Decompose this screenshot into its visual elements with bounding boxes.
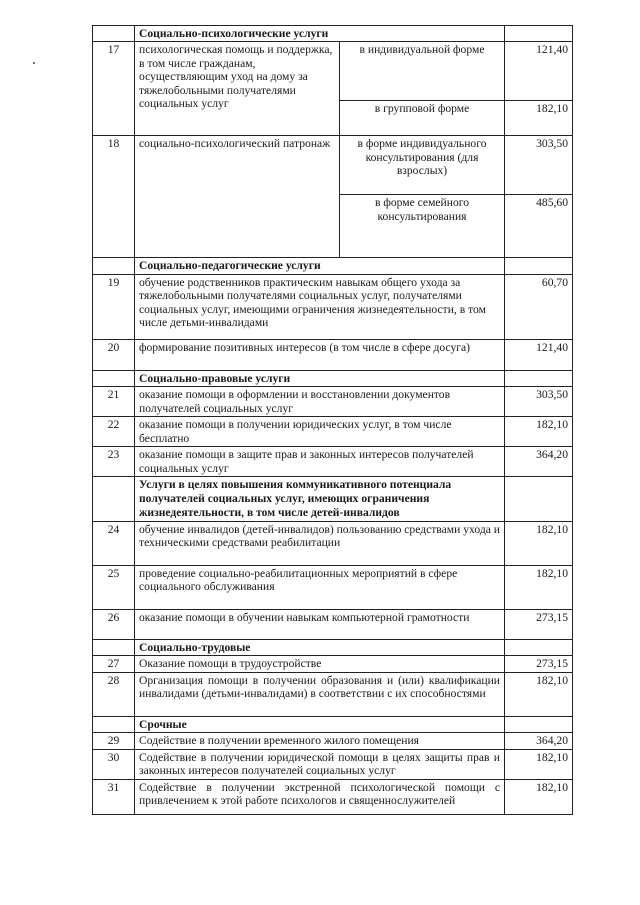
- table-row: [93, 522, 573, 566]
- row-number: 26: [93, 610, 135, 640]
- table-cell: [93, 258, 135, 274]
- section-title-labor: Социально-трудовые: [135, 640, 505, 656]
- service-description: Содействие в получении юридической помощи в целях защиты прав и законных интересов получателей социальных услуг: [135, 749, 505, 779]
- section-row: [93, 258, 573, 274]
- row-number: 22: [93, 417, 135, 447]
- row-number: 20: [93, 339, 135, 370]
- section-title-psych: Социально-психологические услуги: [135, 26, 505, 42]
- row-number: 21: [93, 387, 135, 417]
- table-row: [93, 387, 573, 417]
- services-price-table: [92, 25, 573, 815]
- service-description: оказание помощи в защите прав и законных интересов получателей социальных услуг: [135, 447, 505, 477]
- service-price: 364,20: [505, 447, 573, 477]
- service-description: обучение родственников практическим навыкам общего ухода за тяжелобольными получателями социальных услуг, получателями социальных услуг, имеющими ограничения жизнедеятельности, в том числе детьми-инвалидами: [135, 274, 505, 339]
- service-description: Организация помощи в получении образования и (или) квалификации инвалидами (детьми-инвалидами) в соответствии с их способностями: [135, 672, 505, 716]
- service-price: 182,10: [505, 749, 573, 779]
- table-row: [93, 417, 573, 447]
- row-number: 29: [93, 733, 135, 749]
- table-row: [93, 339, 573, 370]
- section-row: [93, 477, 573, 522]
- service-description: проведение социально-реабилитационных мероприятий в сфере социального обслуживания: [135, 566, 505, 610]
- service-price: 364,20: [505, 733, 573, 749]
- row-number: 23: [93, 447, 135, 477]
- row-number: 24: [93, 522, 135, 566]
- table-row: [93, 447, 573, 477]
- row-number: 18: [93, 136, 135, 258]
- service-price: 485,60: [505, 195, 573, 258]
- table-row: [93, 779, 573, 814]
- service-price: 182,10: [505, 101, 573, 136]
- service-price: 303,50: [505, 136, 573, 195]
- table-row: [93, 733, 573, 749]
- service-price: 182,10: [505, 417, 573, 447]
- table-cell: [505, 477, 573, 522]
- table-cell: [93, 477, 135, 522]
- service-description: формирование позитивных интересов (в том числе в сфере досуга): [135, 339, 505, 370]
- table-row: [93, 274, 573, 339]
- service-description: Содействие в получении экстренной психологической помощи с привлечением к этой работе психологов и священнослужителей: [135, 779, 505, 814]
- row-number: 25: [93, 566, 135, 610]
- service-description: оказание помощи в обучении навыкам компьютерной грамотности: [135, 610, 505, 640]
- service-description: обучение инвалидов (детей-инвалидов) пользованию средствами ухода и техническими средствами реабилитации: [135, 522, 505, 566]
- row-number: 19: [93, 274, 135, 339]
- table-row: [93, 656, 573, 672]
- service-description: Содействие в получении временного жилого помещения: [135, 733, 505, 749]
- service-form: в форме индивидуального консультирования (для взрослых): [340, 136, 505, 195]
- row-number: 17: [93, 42, 135, 136]
- table-row: [93, 136, 573, 195]
- row-number: 31: [93, 779, 135, 814]
- service-price: 182,10: [505, 566, 573, 610]
- service-description: психологическая помощь и поддержка, в том числе гражданам, осуществляющим уход на дому за тяжелобольными получателями социальных услуг: [135, 42, 340, 136]
- row-number: 27: [93, 656, 135, 672]
- table-row: [93, 610, 573, 640]
- section-row: [93, 26, 573, 42]
- section-title-comm: Услуги в целях повышения коммуникативного потенциала получателей социальных услуг, имеющих ограничения жизнедеятельности, в том числе детей-инвалидов: [135, 477, 505, 522]
- row-number: 30: [93, 749, 135, 779]
- service-price: 182,10: [505, 779, 573, 814]
- table-cell: [505, 370, 573, 386]
- service-price: 121,40: [505, 339, 573, 370]
- table-cell: [505, 640, 573, 656]
- table-cell: [505, 258, 573, 274]
- row-number: 28: [93, 672, 135, 716]
- service-form: в групповой форме: [340, 101, 505, 136]
- table-cell: [93, 26, 135, 42]
- service-price: 273,15: [505, 656, 573, 672]
- table-row: [93, 749, 573, 779]
- service-price: 121,40: [505, 42, 573, 101]
- table-row: [93, 566, 573, 610]
- table-cell: [505, 26, 573, 42]
- table-row: [93, 42, 573, 101]
- table-cell: [505, 716, 573, 732]
- section-row: [93, 370, 573, 386]
- service-price: 182,10: [505, 522, 573, 566]
- service-price: 273,15: [505, 610, 573, 640]
- table-cell: [93, 640, 135, 656]
- section-row: [93, 640, 573, 656]
- section-title-ped: Социально-педагогические услуги: [135, 258, 505, 274]
- section-title-legal: Социально-правовые услуги: [135, 370, 505, 386]
- service-description: оказание помощи в оформлении и восстановлении документов получателей социальных услуг: [135, 387, 505, 417]
- scan-speck: [33, 62, 35, 64]
- service-description: социально-психологический патронаж: [135, 136, 340, 258]
- table-cell: [93, 716, 135, 732]
- service-description: оказание помощи в получении юридических услуг, в том числе бесплатно: [135, 417, 505, 447]
- service-price: 182,10: [505, 672, 573, 716]
- section-row: [93, 716, 573, 732]
- table-row: [93, 672, 573, 716]
- service-price: 60,70: [505, 274, 573, 339]
- service-form: в форме семейного консультирования: [340, 195, 505, 258]
- service-form: в индивидуальной форме: [340, 42, 505, 101]
- service-price: 303,50: [505, 387, 573, 417]
- service-description: Оказание помощи в трудоустройстве: [135, 656, 505, 672]
- table-cell: [93, 370, 135, 386]
- section-title-urgent: Срочные: [135, 716, 505, 732]
